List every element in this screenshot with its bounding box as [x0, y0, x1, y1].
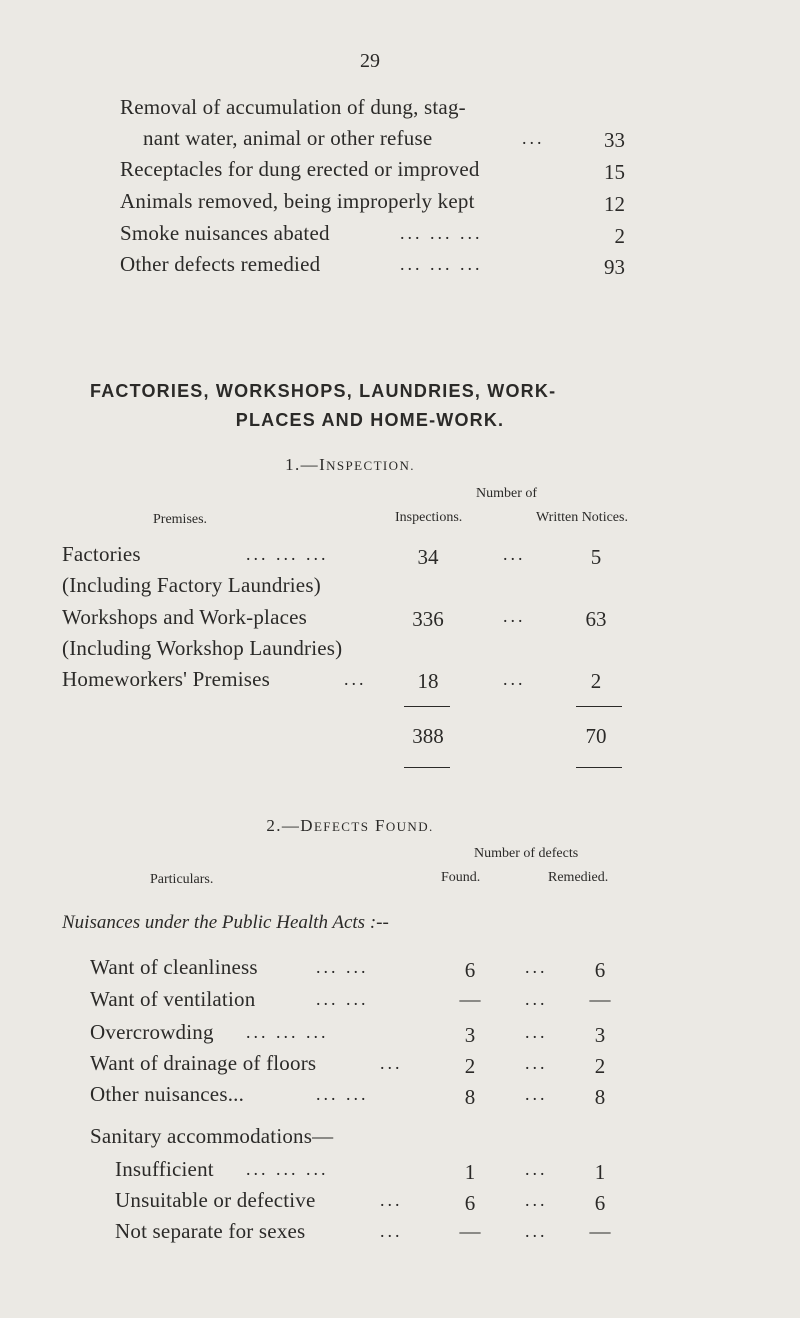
table-cell-found: 6	[464, 958, 476, 982]
table-cell-inspections: 34	[417, 545, 439, 569]
column-header-inspections: Inspections.	[395, 510, 463, 525]
total-inspections: 388	[412, 724, 444, 748]
table-cell-remedied: —	[589, 1219, 611, 1243]
column-header-particulars: Particulars.	[150, 872, 214, 887]
leader-dots: ...	[525, 1159, 548, 1179]
section-heading: PLACES AND HOME-WORK.	[235, 410, 505, 430]
table-cell-remedied: 3	[594, 1023, 606, 1047]
table-row-label: Workshops and Work-places	[62, 605, 308, 629]
table-row-label: Want of ventilation	[90, 987, 256, 1011]
leader-dots: ...	[380, 1221, 403, 1241]
list-item-label: nant water, animal or other refuse	[143, 126, 433, 150]
table-row-label: Other nuisances...	[90, 1082, 245, 1106]
leader-dots: ...	[380, 1053, 403, 1073]
column-header-number-of: Number of	[476, 486, 538, 501]
table-row-label: Homeworkers' Premises	[62, 667, 271, 691]
leader-dots: ... ... ...	[400, 223, 483, 243]
table-cell-notices: 63	[585, 607, 607, 631]
table-cell-notices: 5	[590, 545, 602, 569]
leader-dots: ... ... ...	[246, 1022, 329, 1042]
column-header-remedied: Remedied.	[548, 870, 609, 885]
table-cell-found: 8	[464, 1085, 476, 1109]
leader-dots: ...	[525, 1022, 548, 1042]
table-cell-found: —	[459, 1219, 481, 1243]
table-cell-remedied: 2	[594, 1054, 606, 1078]
table-row-label: Not separate for sexes	[115, 1219, 306, 1243]
list-item-value: 93	[604, 255, 625, 279]
list-item-label: Removal of accumulation of dung, stag-	[120, 95, 466, 119]
sum-rule	[404, 706, 450, 707]
table-cell-found: —	[459, 987, 481, 1011]
list-item-value: 12	[604, 192, 625, 216]
sum-rule	[576, 706, 622, 707]
column-header-number-of-defects: Number of defects	[474, 846, 579, 861]
leader-dots: ...	[525, 989, 548, 1009]
table-cell-found: 1	[464, 1160, 476, 1184]
section-heading: FACTORIES, WORKSHOPS, LAUNDRIES, WORK-	[90, 381, 557, 401]
table-row-label: Factories	[62, 542, 141, 566]
leader-dots: ...	[503, 606, 526, 626]
list-item-value: 15	[604, 160, 625, 184]
column-header-found: Found.	[441, 870, 481, 885]
table-cell-found: 6	[464, 1191, 476, 1215]
sanitary-accommodations-heading: Sanitary accommodations—	[90, 1124, 334, 1148]
total-rule	[404, 767, 450, 768]
table-row-label: (Including Factory Laundries)	[62, 573, 321, 597]
leader-dots: ... ...	[316, 1084, 369, 1104]
list-item-label: Smoke nuisances abated	[120, 221, 330, 245]
table-cell-notices: 2	[590, 669, 602, 693]
total-notices: 70	[585, 724, 607, 748]
leader-dots: ... ... ...	[246, 544, 329, 564]
table-cell-inspections: 18	[417, 669, 439, 693]
table-cell-remedied: 6	[594, 1191, 606, 1215]
leader-dots: ...	[503, 669, 526, 689]
leader-dots: ...	[380, 1190, 403, 1210]
table-row-label: (Including Workshop Laundries)	[62, 636, 343, 660]
list-item-value: 33	[604, 128, 625, 152]
leader-dots: ... ... ...	[246, 1159, 329, 1179]
subheading: Nuisances under the Public Health Acts :--	[62, 912, 389, 933]
leader-dots: ...	[522, 128, 545, 148]
leader-dots: ... ...	[316, 989, 369, 1009]
column-header-written-notices: Written Notices.	[536, 510, 628, 525]
table-row-label: Overcrowding	[90, 1020, 214, 1044]
page-number: 29	[360, 50, 380, 72]
leader-dots: ...	[525, 957, 548, 977]
leader-dots: ...	[525, 1084, 548, 1104]
list-item-label: Other defects remedied	[120, 252, 321, 276]
table-cell-remedied: 8	[594, 1085, 606, 1109]
table-row-label: Want of cleanliness	[90, 955, 258, 979]
leader-dots: ...	[525, 1221, 548, 1241]
list-item-label: Receptacles for dung erected or improved	[120, 157, 480, 181]
table-cell-inspections: 336	[412, 607, 444, 631]
table-cell-remedied: 6	[594, 958, 606, 982]
table-row-label: Unsuitable or defective	[115, 1188, 316, 1212]
table-row-label: Want of drainage of floors	[90, 1051, 317, 1075]
total-rule	[576, 767, 622, 768]
list-item-value: 2	[614, 224, 625, 248]
list-item-label: Animals removed, being improperly kept	[120, 189, 475, 213]
table-cell-remedied: —	[589, 987, 611, 1011]
table-cell-found: 2	[464, 1054, 476, 1078]
table-cell-remedied: 1	[594, 1160, 606, 1184]
leader-dots: ...	[525, 1190, 548, 1210]
defects-title: 2.—DEFECTS FOUND.	[266, 816, 434, 835]
column-header-premises: Premises.	[153, 512, 208, 527]
leader-dots: ...	[344, 669, 367, 689]
leader-dots: ...	[525, 1053, 548, 1073]
leader-dots: ...	[503, 544, 526, 564]
table-row-label: Insufficient	[115, 1157, 214, 1181]
inspection-title: 1.—INSPECTION.	[285, 455, 415, 474]
leader-dots: ... ... ...	[400, 254, 483, 274]
table-cell-found: 3	[464, 1023, 476, 1047]
leader-dots: ... ...	[316, 957, 369, 977]
